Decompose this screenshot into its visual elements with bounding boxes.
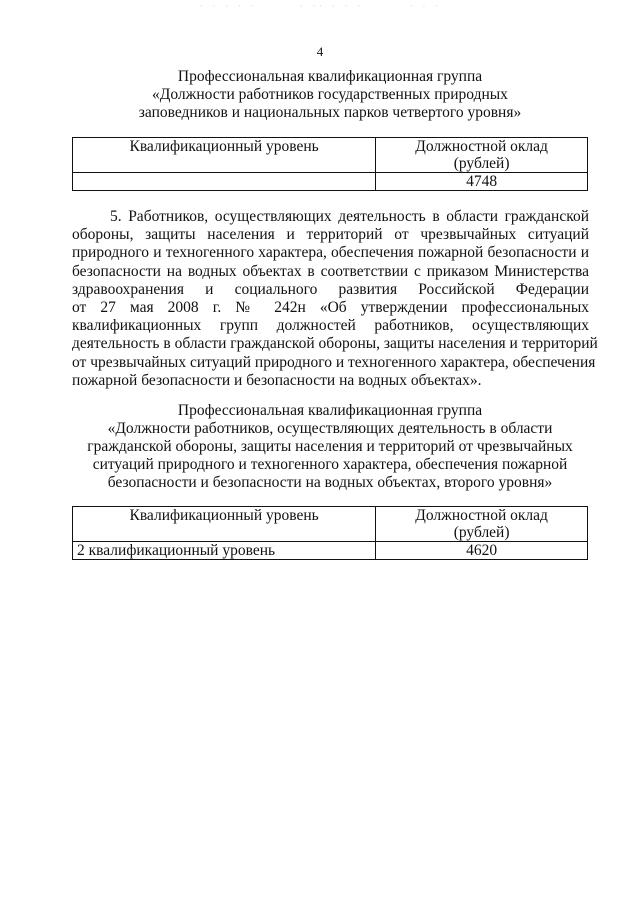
table-row <box>73 173 588 191</box>
paragraph-line: обороны, защиты населения и территорий от чрезвычайных ситуаций <box>72 226 589 244</box>
heading-line: гражданской обороны, защиты населения и территорий от чрезвычайных <box>87 438 573 455</box>
level-cell <box>73 173 376 191</box>
table-header-row <box>73 138 588 173</box>
paragraph-line: квалификационных групп должностей работников, осуществляющих <box>72 317 589 335</box>
heading-line: Профессиональная квалификационная группа <box>177 402 483 419</box>
section-2-heading <box>70 402 590 492</box>
salary-table-1 <box>72 137 588 191</box>
header-salary-line: (рублей) <box>453 155 510 172</box>
heading-line: заповедников и национальных парков четвертого уровня» <box>138 104 522 121</box>
salary-table-2 <box>72 506 588 560</box>
paragraph-line: деятельность в области гражданской обороны, защиты населения и территорий <box>72 335 598 353</box>
scan-artifact: · · · <box>410 2 442 11</box>
salary-cell: 4748 <box>376 173 588 191</box>
heading-line: Профессиональная квалификационная группа <box>177 68 483 85</box>
section-1-heading <box>70 68 590 122</box>
header-salary-cell <box>376 507 588 542</box>
header-level-cell: Квалификационный уровень <box>73 138 376 173</box>
header-salary-line: Должностной оклад <box>415 507 548 524</box>
header-level-cell: Квалификационный уровень <box>73 507 376 542</box>
heading-line: ситуаций природного и техногенного характера, обеспечения пожарной <box>92 456 568 473</box>
scan-artifact: · · · · · <box>200 2 258 11</box>
paragraph-line: от 27 мая 2008 г. № 242н «Об утверждении профессиональных <box>72 299 589 317</box>
heading-line: «Должности работников государственных природных <box>152 86 508 103</box>
level-cell: 2 квалификационный уровень <box>73 542 376 560</box>
header-salary-line: (рублей) <box>453 524 510 541</box>
table-header-row <box>73 507 588 542</box>
heading-line: «Должности работников, осуществляющих деятельность в области <box>107 420 553 437</box>
paragraph-5 <box>72 208 598 390</box>
table-row <box>73 542 588 560</box>
page-number: 4 <box>316 44 324 59</box>
paragraph-line: пожарной безопасности и безопасности на водных объектах». <box>72 371 482 389</box>
scan-artifact: · ·· · · · <box>300 2 364 11</box>
paragraph-line: здравоохранения и социального развития Российской Федерации <box>72 280 589 298</box>
paragraph-line: 5. Работников, осуществляющих деятельность в области гражданской <box>110 208 589 225</box>
paragraph-line: от чрезвычайных ситуаций природного и техногенного характера, обеспечения <box>72 353 596 371</box>
heading-line: безопасности и безопасности на водных объектах, второго уровня» <box>107 474 553 491</box>
salary-cell: 4620 <box>376 542 588 560</box>
paragraph-line: природного и техногенного характера, обеспечения пожарной безопасности и <box>72 244 589 262</box>
paragraph-line: безопасности на водных объектах в соответствии с приказом Министерства <box>72 262 589 280</box>
header-salary-cell <box>376 138 588 173</box>
header-salary-line: Должностной оклад <box>415 138 548 155</box>
